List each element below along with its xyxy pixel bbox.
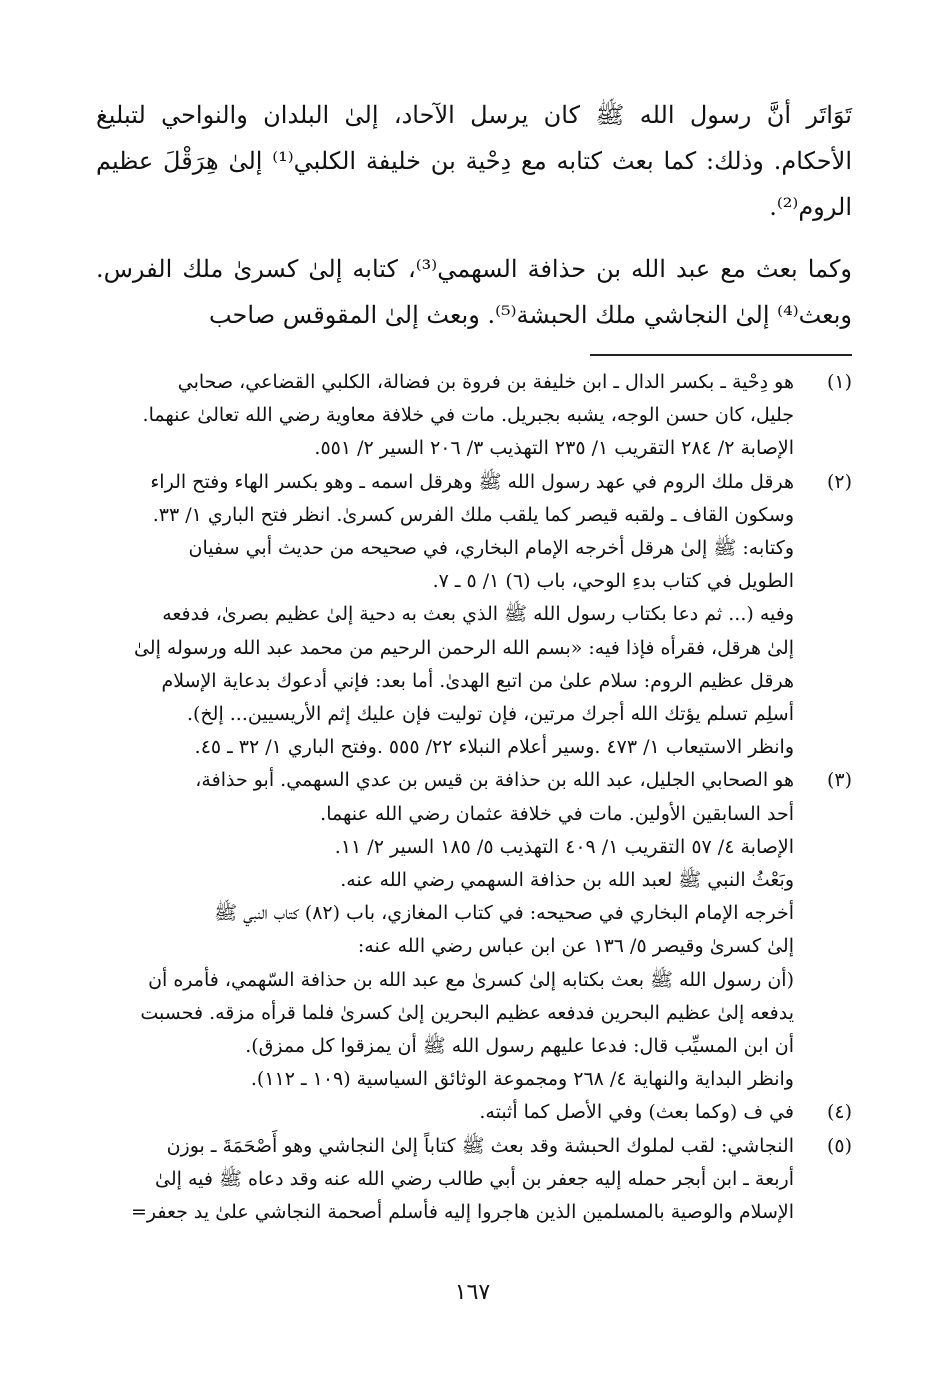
footnote-body [96,1130,794,1230]
footnote-line: إلىٰ هرقل، فقرأه فإذا فيه: «بسم الله الرحمن الرحيم من محمد عبد الله ورسوله إلىٰ [133,636,794,659]
footnote-line: الإسلام والوصية بالمسلمين الذين هاجروا إليه فأسلم أصحمة النجاشي علىٰ يد جعفر= [130,1201,794,1224]
footnotes [96,366,852,1229]
footnote-line: أربعة ـ ابن أبجر حمله إليه جعفر بن أبي طالب رضي الله عنه وقد دعاه ﷺ فيه إلىٰ [155,1167,794,1190]
footnote-4 [96,1096,852,1129]
footnote-line: وبَعْثُ النبي ﷺ لعبد الله بن حذافة السهمي رضي الله عنه. [340,869,794,892]
footnote-line: في ف (وكما بعث) وفي الأصل كما أثبته. [479,1101,794,1124]
footnote-number: (٢) [826,470,852,493]
footnote-line: هو دِحْية ـ بكسر الدال ـ ابن خليفة بن فروة بن فضالة، الكلبي القضاعي، صحابي [177,371,794,393]
footnote-body [96,1096,794,1129]
footnote-number: (٤) [826,1101,852,1124]
body-paragraph-1 [96,92,852,230]
footnote-body [96,764,794,1096]
footnote-2 [96,466,852,765]
footnote-line: وسكون القاف ـ ولقبه قيصر كما يلقب ملك الفرس كسرىٰ. انظر فتح الباري ١/ ٣٣. [152,503,794,526]
footnote-line: وكتابه: ﷺ إلىٰ هرقل أخرجه الإمام البخاري، في صحيحه من حديث أبي سفيان [188,537,794,560]
body-text: تَوَاتَر أنَّ رسول الله ﷺ كان يرسل الآحاد، إلىٰ البلدان والنواحي لتبليغ الأحكام. وذلك: كما بعث كتابه مع دِحْية بن خليفة الكلبي⁽¹⁾ إلىٰ هِرَقْلَ عظيم الروم⁽²⁾. [96,101,852,221]
footnote-line: وانظر البداية والنهاية ٤/ ٢٦٨ ومجموعة الوثائق السياسية (١٠٩ ـ ١١٢). [250,1068,794,1091]
footnote-line: أحد السابقين الأولين. مات في خلافة عثمان رضي الله عنهما. [320,802,794,825]
footnote-line: جليل، كان حسن الوجه، يشبه بجبريل. مات في خلافة معاوية رضي الله تعالىٰ عنهما. [142,404,794,427]
footnote-line: الإصابة ٤/ ٥٧ التقريب ١/ ٤٠٩ التهذيب ٥/ ١٨٥ السير ٢/ ١١. [334,835,794,858]
footnote-line: النجاشي: لقب لملوك الحبشة وقد بعث ﷺ كتاباً إلىٰ النجاشي وهو أَصْحَمَةَ ـ بوزن [166,1134,794,1157]
footnote-number: (٥) [826,1134,852,1157]
body-paragraph-2 [96,246,852,338]
footnote-line: وانظر الاستيعاب ١/ ٤٧٣ .وسير أعلام النبلاء ٢٢/ ٥٥٥ .وفتح الباري ١/ ٣٢ ـ ٤٥. [194,736,794,759]
footnote-line: هو الصحابي الجليل، عبد الله بن حذافة بن قيس بن عدي السهمي. أبو حذافة، [195,769,794,792]
footnote-line: وفيه (... ثم دعا بكتاب رسول الله ﷺ الذي بعث به دحية إلىٰ عظيم بصرىٰ، فدفعه [162,603,794,626]
footnote-line: الطويل في كتاب بدءِ الوحي، باب (٦) ١/ ٥ ـ ٧. [432,570,794,593]
footnote-line: أخرجه الإمام البخاري في صحيحه: في كتاب المغازي، باب (٨٢) كتاب النبي ﷺ [214,902,794,925]
footnote-line: أن ابن المسيِّب قال: فدعا عليهم رسول الله ﷺ أن يمزقوا كل ممزق). [245,1035,794,1058]
footnote-line: هرقل عظيم الروم: سلام علىٰ من اتبع الهدىٰ. أما بعد: فإني أدعوك بدعاية الإسلام [161,669,794,692]
body-text: وكما بعث مع عبد الله بن حذافة السهمي⁽³⁾، كتابه إلىٰ كسرىٰ ملك الفرس. وبعث⁽⁴⁾ إلىٰ النجاشي ملك الحبشة⁽⁵⁾. وبعث إلىٰ المقوقس صاحب [96,255,852,329]
footnote-line: الإصابة ٢/ ٢٨٤ التقريب ١/ ٢٣٥ التهذيب ٣/ ٢٠٦ السير ٢/ ٥٥١. [314,437,794,460]
footnote-line: إلىٰ كسرىٰ وقيصر ٥/ ١٣٦ عن ابن عباس رضي الله عنه: [357,935,794,958]
footnote-body [96,366,794,466]
footnote-separator [590,354,852,356]
footnote-line: هرقل ملك الروم في عهد رسول الله ﷺ وهرقل اسمه ـ وهو بكسر الهاء وفتح الراء [150,470,794,493]
footnote-number: (٣) [826,769,852,792]
footnote-body [96,466,794,765]
footnote-line: يدفعه إلىٰ عظيم البحرين فدفعه عظيم البحرين إلىٰ كسرىٰ فلما قرأه مزقه. فحسبت [140,1001,794,1024]
page-content [96,92,852,1229]
footnote-5 [96,1130,852,1230]
page-number: ١٦٧ [454,1280,491,1305]
footnote-1 [96,366,852,466]
footnote-number: (١) [826,371,852,393]
footnote-line: أسلِم تسلم يؤتك الله أجرك مرتين، فإن توليت فإن عليك إثم الأريسيين... إلخ). [186,703,794,726]
footnote-line: (أن رسول الله ﷺ بعث بكتابه إلىٰ كسرىٰ مع عبد الله بن حذافة السّهمي، فأمره أن [148,968,794,991]
footnote-3 [96,764,852,1096]
